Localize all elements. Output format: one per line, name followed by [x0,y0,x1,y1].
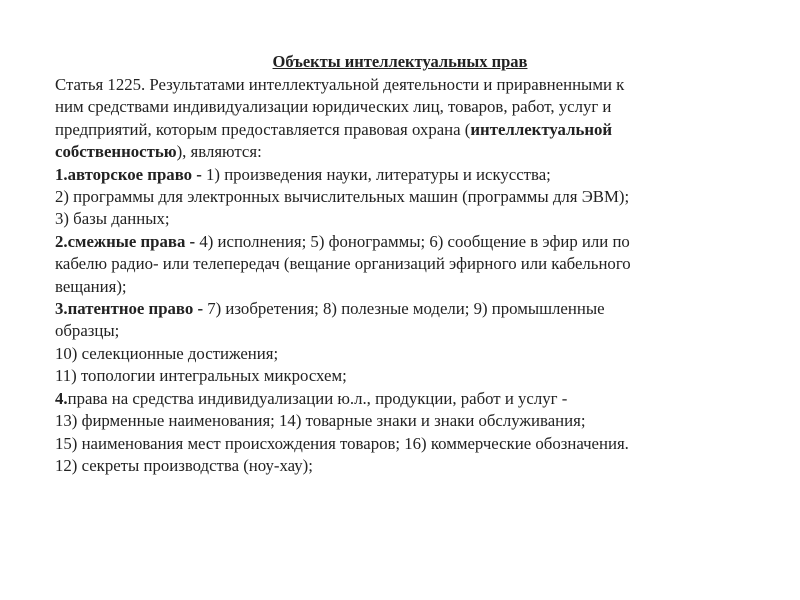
text-line [55,141,755,163]
text-run: 11) топологии интегральных микросхем; [55,366,347,386]
text-run: ним средствами индивидуализации юридических лиц, товаров, работ, услуг и [55,97,612,117]
bold-text-run: авторское право - [67,164,207,184]
text-run: 13) фирменные наименования; 14) товарные знаки и знаки обслуживания; [55,411,586,431]
text-line [55,253,755,275]
bold-text-run: интеллектуальной [470,119,613,139]
text-line [55,96,755,118]
text-run: 4) исполнения; 5) фонограммы; 6) сообщение в эфир или по [199,231,630,251]
slide-body-text [55,74,755,477]
bold-text-run: смежные права - [67,231,200,251]
text-run: образцы; [55,321,120,341]
text-run: 2) программы для электронных вычислительных машин (программы для ЭВМ); [55,187,630,207]
text-run: вещания); [55,276,127,296]
text-run: 15) наименования мест происхождения товаров; 16) коммерческие обозначения. [55,433,629,453]
text-line [55,276,755,298]
text-run: 1) произведения науки, литературы и искусства; [206,164,551,184]
text-run: Статья 1225. Результатами интеллектуальной деятельности и приравненными к [55,75,625,94]
text-run: 7) изобретения; 8) полезные модели; 9) промышленные [207,299,605,319]
text-line [55,365,755,387]
text-run: предприятий, которым предоставляется правовая охрана ( [55,119,471,139]
text-run: 3) базы данных; [55,209,170,229]
bold-text-run: 4. [55,388,68,408]
text-run: 12) секреты производства (ноу-хау); [55,455,313,475]
bold-text-run: 3. [55,299,68,319]
bold-text-run: собственностью [55,142,177,162]
text-run: кабелю радио- или телепередач (вещание организаций эфирного или кабельного [55,254,631,274]
bold-text-run: 2. [55,231,68,251]
text-line [55,320,755,342]
bold-text-run: патентное право - [67,299,208,319]
text-line [55,298,755,320]
text-run: 10) селекционные достижения; [55,343,279,363]
text-line [55,343,755,365]
text-line [55,455,755,477]
text-run: ), являются: [176,142,262,162]
text-line [55,410,755,432]
text-line [55,231,755,253]
text-line [55,74,755,96]
text-line [55,433,755,455]
text-line [55,208,755,230]
text-run: права на средства индивидуализации ю.л., продукции, работ и услуг - [67,388,568,408]
slide-title: Объекты интеллектуальных прав [272,52,528,71]
text-line [55,119,755,141]
bold-text-run: 1. [55,164,68,184]
text-line [55,388,755,410]
text-line [55,186,755,208]
text-line [55,164,755,186]
